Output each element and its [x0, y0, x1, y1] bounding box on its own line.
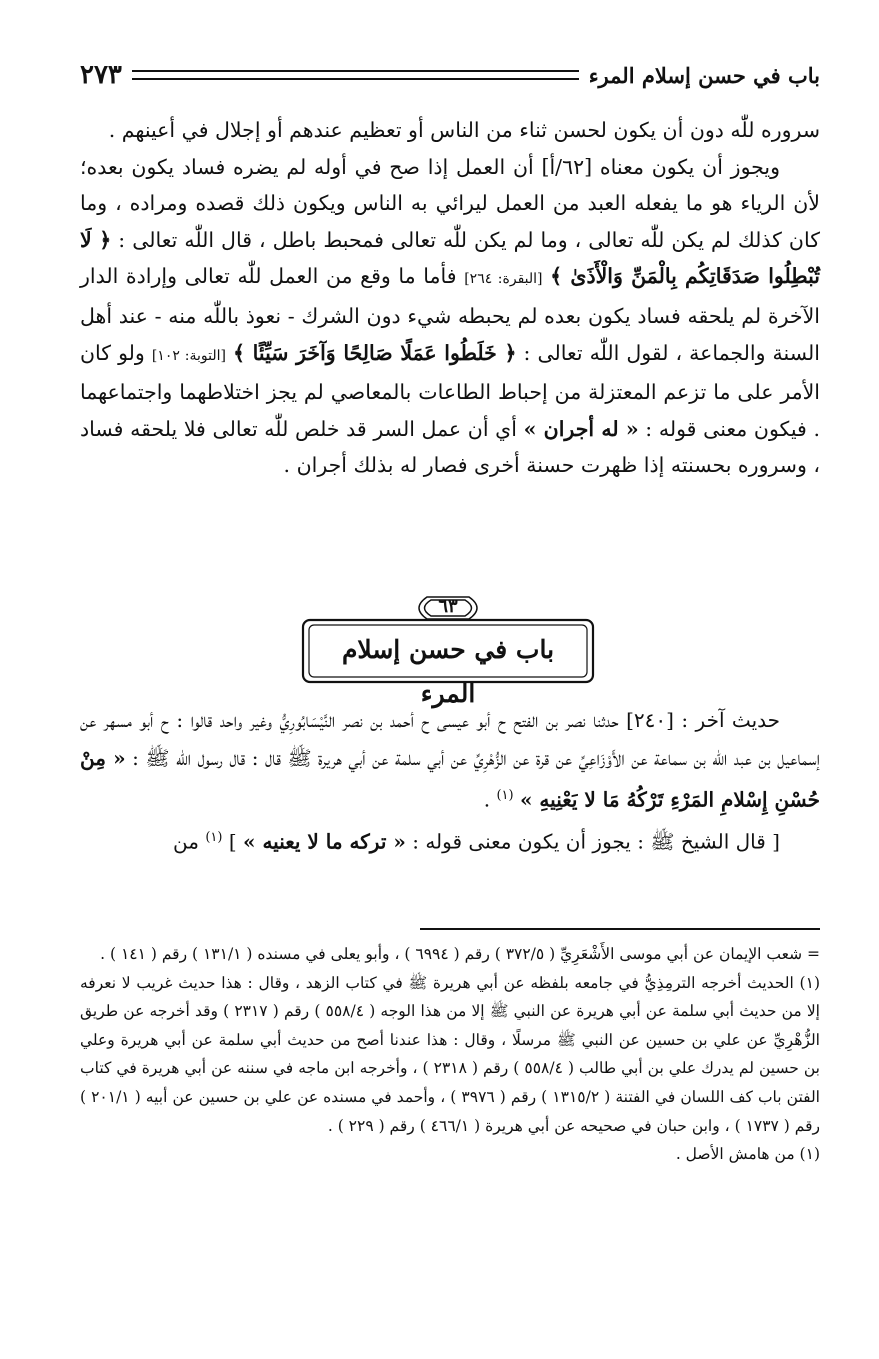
- header-rule: [132, 70, 579, 80]
- quran-ref-2: [التوبة: ١٠٢]: [151, 347, 227, 364]
- paragraph-2-part-a: ويجوز أن يكون معناه [٦٢/أ] أن العمل إذا صح في أوله لم يضره فساد يكون بعده؛ لأن الرياء هو ما يفعله العبد من العمل ليرائي به الناس ويكون ذلك قصده ومراده ، وما كان كذلك لم يكن للّٰه تعالى ، وما لم يكن للّٰه تعالى فمحبط باطل ، قال اللّٰه تعالى :: [80, 154, 820, 252]
- footnote-continuation: = شعب الإيمان عن أبي موسى الأَشْعَرِيِّ ( ٣٧٢/٥ ) رقم ( ٦٩٩٤ ) ، وأبو يعلى في مسنده ( ١٣١/١ ) رقم ( ١٤١ ) .: [100, 945, 820, 963]
- chapter-number: ٦٣: [438, 596, 458, 617]
- footnotes: [80, 940, 820, 1169]
- footnote-marker-1: (١): [496, 788, 514, 803]
- hadith-section: [80, 702, 820, 861]
- footnote-marker-2: (١): [205, 830, 223, 846]
- hadith-paragraph: [80, 702, 820, 819]
- hadith-isnad: حديث آخر : [٢٤٠] حدثنا نصر بن الفتح ح أبو عيسى ح أحمد بن نصر النَّيْسَابُورِيُّ وغير واحد قالوا : ح أبو مسهر عن إسماعيل بن عبد اللّٰه بن سماعة عن الأَوْزَاعِيِّ عن قرة عن الزُّهْرِيِّ عن أبي سلمة عن أبي هريرة ﷺ قال : قال رسول اللّٰه ﷺ :: [80, 708, 821, 770]
- footnote-1: (١) الحديث أخرجه الترمِذِيُّ في جامعه بلفظه عن أبي هريرة ﷺ في كتاب الزهد ، وقال : هذا حديث غريب لا نعرفه إلا من حديث أبي سلمة عن أبي هريرة عن النبي ﷺ إلا من هذا الوجه ( ٥٥٨/٤ ) رقم ( ٢٣١٧ ) وقد أخرجه عن طريق الزُّهْرِيِّ عن علي بن حسين عن النبي ﷺ مرسلًا ، وقال : هذا عندنا أصح من حديث أبي سلمة عن أبي هريرة وعلي بن حسين لم يدرك علي بن أبي طالب ( ٥٥٨/٤ ) رقم ( ٢٣١٨ ) ، وأخرجه ابن ماجه في سننه عن أبي هريرة في كتاب الفتن باب كف اللسان في الفتنة ( ١٣١٥/٢ ) رقم ( ٣٩٧٦ ) ، وأحمد في مسنده عن علي بن حسين عن أبيه ( ٢٠١/١ ) رقم ( ١٧٣٧ ) ، وابن حبان في صحيحه عن أبي هريرة ( ٤٦٦/١ ) رقم ( ٢٢٩ ) .: [80, 973, 820, 1135]
- hadith-end: .: [483, 787, 491, 812]
- hadith-matn: « مِنْ حُسْنِ إِسْلامِ المَرْءِ تَرْكُهُ مَا لا يَعْنِيهِ »: [80, 745, 820, 812]
- running-head: باب في حسن إسلام المرء: [588, 62, 820, 88]
- sheikh-text-a: [ قال الشيخ ﷺ : يجوز أن يكون معنى قوله :: [412, 829, 780, 854]
- chapter-heading-box: [299, 594, 597, 708]
- quran-ref-1: [البقرة: ٢٦٤]: [464, 271, 543, 288]
- page-header: [80, 58, 820, 92]
- sheikh-text-c: من: [173, 829, 199, 854]
- sheikh-text-b: ]: [228, 829, 237, 854]
- paragraph-2-part-d: أي أن عمل السر قد خلص للّٰه تعالى فلا يلحقه فساد ، وسروره بحسنته إذا ظهرت حسنة أخرى فصار له بذلك أجران .: [80, 416, 820, 478]
- page-number: ٢٧٣: [80, 60, 122, 90]
- quran-verse-1: ﴿ لَا تُبْطِلُوا صَدَقَاتِكُم بِالْمَنِّ وَالْأَذَىٰ ﴾: [80, 227, 820, 289]
- footnote-separator: [420, 928, 820, 930]
- paragraph-2-part-b: فأما ما وقع من العمل للّٰه تعالى وإرادة الدار الآخرة لم يلحقه فساد يكون بعده لم يحبطه شيء دون الشرك - نعوذ باللّٰه منه - عند أهل السنة والجماعة ، لقول اللّٰه تعالى :: [80, 264, 820, 365]
- main-text: [80, 112, 820, 484]
- paragraph-2-part-c: ولو كان الأمر على ما تزعم المعتزلة من إحباط الطاعات بالمعاصي لم يجز اختلاطهما واجتماعهما . فيكون معنى قوله :: [80, 340, 820, 441]
- chapter-title: باب في حسن إسلام المرء: [341, 635, 555, 708]
- quote-ajran: « له أجران »: [523, 416, 639, 441]
- sheikh-quote: « تركه ما لا يعنيه »: [242, 829, 406, 854]
- footnote-2: (١) من هامش الأصل .: [675, 1145, 820, 1164]
- paragraph-2: [80, 149, 820, 484]
- sheikh-paragraph: [80, 819, 820, 861]
- quran-verse-2: ﴿ خَلَطُوا عَمَلًا صَالِحًا وَآخَرَ سَيِّئًا ﴾: [233, 340, 517, 365]
- paragraph-1: سروره للّٰه دون أن يكون لحسن ثناء من الناس أو تعظيم عندهم أو إجلال في أعينهم .: [108, 118, 820, 142]
